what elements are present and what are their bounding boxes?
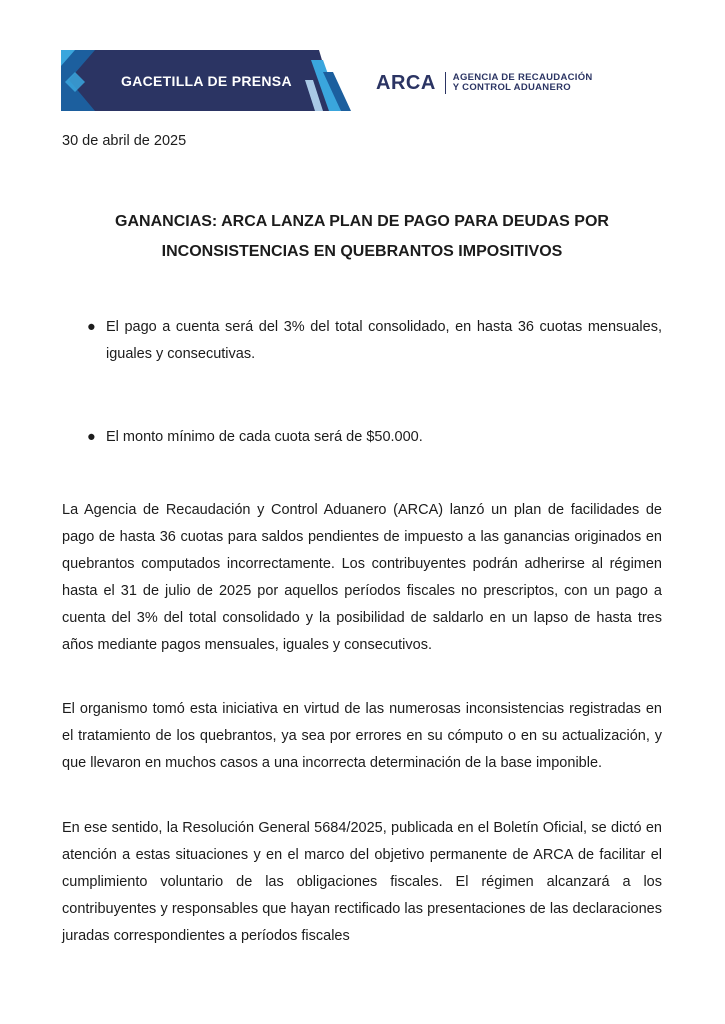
bullet-dot-icon: ● <box>87 429 96 445</box>
logo-agency-line-2: Y CONTROL ADUANERO <box>452 82 571 93</box>
banner-label: GACETILLA DE PRENSA <box>121 72 292 89</box>
body-paragraph: El organismo tomó esta iniciativa en virtud de las numerosas inconsistencias registradas en el tratamiento de los quebrantos, ya sea por errores en su cómputo o en su actualización, y que llevaron en muchos casos a una incorrecta determinación de la base imponible. <box>62 701 662 771</box>
press-release-banner <box>61 50 351 111</box>
arca-logo <box>376 66 593 100</box>
bullet-dot-icon: ● <box>87 319 96 335</box>
publication-date: 30 de abril de 2025 <box>62 133 187 149</box>
logo-wordmark: ARCA <box>376 71 436 94</box>
body-paragraph: En ese sentido, la Resolución General 5684/2025, publicada en el Boletín Oficial, se dictó en atención a estas situaciones y en el marco del objetivo permanente de ARCA de facilitar el cumplimiento voluntario de las obligaciones fiscales. El régimen alcanzará a los contribuyentes y responsables que hayan rectificado las presentaciones de las declaraciones juradas correspondientes a períodos fiscales <box>62 820 662 944</box>
logo-separator <box>445 72 446 94</box>
logo-agency-line-1: AGENCIA DE RECAUDACIÓN <box>452 72 593 83</box>
body-paragraph: La Agencia de Recaudación y Control Aduanero (ARCA) lanzó un plan de facilidades de pago de hasta 36 cuotas para saldos pendientes de impuesto a las ganancias originados en quebrantos computados incorrectamente. Los contribuyentes podrán adherirse al régimen hasta el 31 de julio de 2025 por aquellos períodos fiscales no prescriptos, con un pago a cuenta del 3% del total consolidado y la posibilidad de saldarlo en un lapso de hasta tres años mediante pagos mensuales, iguales y consecutivos. <box>62 502 662 653</box>
logo-agency-name <box>453 73 593 93</box>
bullet-text: El pago a cuenta será del 3% del total consolidado, en hasta 36 cuotas mensuales, iguales y consecutivas. <box>106 319 662 362</box>
press-release-title: GANANCIAS: ARCA LANZA PLAN DE PAGO PARA DEUDAS POR INCONSISTENCIAS EN QUEBRANTOS IMPOSITIVOS <box>115 213 609 260</box>
bullet-text: El monto mínimo de cada cuota será de $50.000. <box>106 429 423 445</box>
